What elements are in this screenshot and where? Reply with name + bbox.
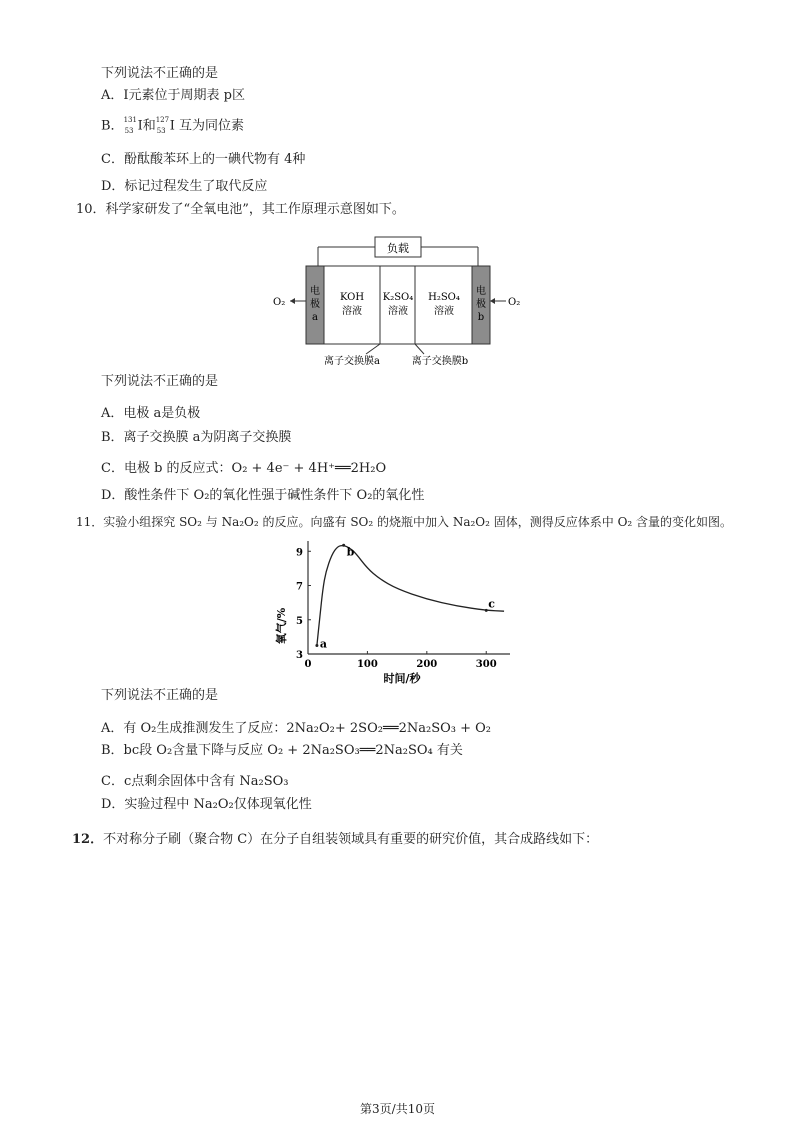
- point-a: [315, 644, 318, 647]
- y-tick-label: 5: [296, 615, 303, 627]
- svg-text:H₂SO₄: H₂SO₄: [428, 292, 460, 303]
- y-tick-label: 9: [296, 547, 303, 559]
- point-b: [342, 544, 345, 547]
- q10-option-d: D．酸性条件下 O₂的氧化性强于碱性条件下 O₂的氧化性: [101, 488, 425, 503]
- oxygen-content-chart: [275, 536, 520, 686]
- svg-text:O₂: O₂: [508, 297, 521, 308]
- q12-stem: 12．不对称分子刷（聚合物 C）在分子自组装领域具有重要的研究价值，其合成路线如下：: [72, 832, 599, 847]
- q10-option-c: C．电极 b 的反应式：O₂ + 4e⁻ + 4H⁺══2H₂O: [101, 461, 387, 476]
- svg-text:K₂SO₄: K₂SO₄: [382, 292, 414, 303]
- svg-text:O₂: O₂: [273, 297, 286, 308]
- y-tick-label: 3: [296, 650, 303, 661]
- svg-text:溶液: 溶液: [434, 306, 454, 317]
- q11-option-c: C．c点剩余固体中含有 Na₂SO₃: [101, 774, 289, 789]
- q11-option-d: D．实验过程中 Na₂O₂仅体现氧化性: [101, 797, 312, 812]
- svg-text:a: a: [312, 312, 318, 323]
- q11-option-b: B．bc段 O₂含量下降与反应 O₂ + 2Na₂SO₃══2Na₂SO₄ 有关: [101, 743, 463, 758]
- x-axis-label: 时间/秒: [383, 672, 421, 685]
- q10-prompt: 下列说法不正确的是: [101, 374, 219, 389]
- x-tick-label: 100: [356, 659, 378, 670]
- svg-text:极: 极: [310, 299, 320, 310]
- load-label: 负载: [387, 242, 409, 255]
- svg-text:溶液: 溶液: [388, 306, 408, 317]
- y-tick-label: 7: [296, 581, 303, 593]
- svg-text:溶液: 溶液: [342, 306, 362, 317]
- q11-option-a: A．有 O₂生成推测发生了反应：2Na₂O₂+ 2SO₂══2Na₂SO₃ + O₂: [101, 721, 492, 736]
- q10-stem: 10．科学家研发了“全氧电池”，其工作原理示意图如下。: [76, 202, 405, 217]
- oxygen-curve: [317, 546, 504, 646]
- q11-stem: 11．实验小组探究 SO₂ 与 Na₂O₂ 的反应。向盛有 SO₂ 的烧瓶中加入 Na₂O₂ 固体，测得反应体系中 O₂ 含量的变化如图。: [76, 515, 733, 529]
- battery-diagram: [268, 232, 528, 372]
- svg-text:b: b: [477, 312, 485, 323]
- point-label-a: a: [319, 637, 328, 651]
- q9-option-a: A．I元素位于周期表 p区: [101, 88, 245, 103]
- page-footer: 第3页/共10页: [360, 1102, 435, 1116]
- q9-option-c: C．酚酞酸苯环上的一碘代物有 4种: [101, 152, 306, 167]
- point-label-c: c: [488, 597, 495, 611]
- q10-option-b: B．离子交换膜 a为阴离子交换膜: [101, 430, 292, 445]
- q9-prompt: 下列说法不正确的是: [101, 66, 219, 81]
- svg-text:极: 极: [476, 299, 486, 310]
- q9-option-d: D．标记过程发生了取代反应: [101, 179, 268, 194]
- point-label-b: b: [346, 545, 355, 559]
- y-axis-label: 氧气/%: [275, 607, 288, 645]
- svg-text:离子交换膜b: 离子交换膜b: [411, 356, 469, 367]
- x-tick-label: 0: [304, 659, 312, 670]
- q11-prompt: 下列说法不正确的是: [101, 688, 219, 703]
- q9-option-b: B． 131 53 I和 127 53 I 互为同位素: [101, 116, 244, 135]
- svg-text:KOH: KOH: [339, 292, 365, 303]
- x-tick-label: 300: [475, 659, 497, 670]
- svg-text:电: 电: [310, 286, 320, 297]
- q10-option-a: A．电极 a是负极: [101, 406, 201, 421]
- x-tick-label: 200: [416, 659, 438, 670]
- svg-text:离子交换膜a: 离子交换膜a: [324, 356, 380, 367]
- svg-text:电: 电: [476, 286, 486, 297]
